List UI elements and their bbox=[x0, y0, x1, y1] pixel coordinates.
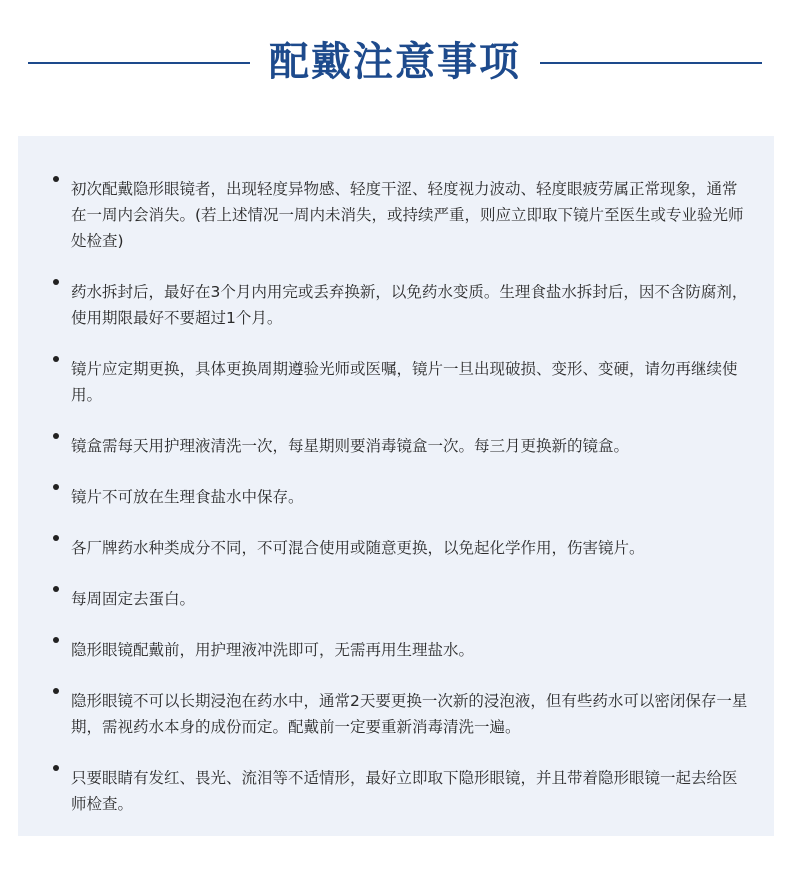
note-text: 隐形眼镜配戴前，用护理液冲洗即可，无需再用生理盐水。 bbox=[71, 641, 475, 659]
bullet-icon bbox=[53, 688, 59, 694]
note-item bbox=[18, 586, 774, 612]
bullet-icon bbox=[53, 433, 59, 439]
title-divider-left bbox=[28, 62, 250, 64]
note-text: 各厂牌药水种类成分不同，不可混合使用或随意更换，以免起化学作用，伤害镜片。 bbox=[71, 539, 645, 557]
notes-panel bbox=[18, 136, 774, 836]
note-text: 只要眼睛有发红、畏光、流泪等不适情形，最好立即取下隐形眼镜，并且带着隐形眼镜一起去给医师检查。 bbox=[71, 769, 738, 813]
bullet-icon bbox=[53, 586, 59, 592]
note-text: 镜片应定期更换，具体更换周期遵验光师或医嘱，镜片一旦出现破损、变形、变硬，请勿再继续使用。 bbox=[71, 360, 738, 404]
note-item bbox=[18, 765, 774, 817]
bullet-icon bbox=[53, 356, 59, 362]
bullet-icon bbox=[53, 176, 59, 182]
note-item bbox=[18, 535, 774, 561]
note-text: 药水拆封后，最好在3个月内用完或丢弃换新，以免药水变质。生理食盐水拆封后，因不含防腐剂，使用期限最好不要超过1个月。 bbox=[71, 283, 748, 327]
bullet-icon bbox=[53, 535, 59, 541]
title-divider-right bbox=[540, 62, 762, 64]
note-item bbox=[18, 279, 774, 331]
note-item bbox=[18, 637, 774, 663]
note-text: 每周固定去蛋白。 bbox=[71, 590, 196, 608]
bullet-icon bbox=[53, 765, 59, 771]
note-text: 隐形眼镜不可以长期浸泡在药水中，通常2天要更换一次新的浸泡液，但有些药水可以密闭保存一星期，需视药水本身的成份而定。配戴前一定要重新消毒清洗一遍。 bbox=[71, 692, 748, 736]
note-item bbox=[18, 176, 774, 254]
bullet-icon bbox=[53, 484, 59, 490]
note-item bbox=[18, 688, 774, 740]
bullet-icon bbox=[53, 637, 59, 643]
notes-list bbox=[18, 176, 774, 842]
note-text: 镜盒需每天用护理液清洗一次，每星期则要消毒镜盒一次。每三月更换新的镜盒。 bbox=[71, 437, 630, 455]
note-item bbox=[18, 484, 774, 510]
bullet-icon bbox=[53, 279, 59, 285]
page-title: 配戴注意事项 bbox=[269, 39, 521, 85]
header bbox=[0, 0, 790, 120]
note-item bbox=[18, 433, 774, 459]
note-text: 镜片不可放在生理食盐水中保存。 bbox=[71, 488, 304, 506]
note-text: 初次配戴隐形眼镜者，出现轻度异物感、轻度干涩、轻度视力波动、轻度眼疲劳属正常现象，通常在一周内会消失。(若上述情况一周内未消失，或持续严重，则应立即取下镜片至医生或专业验光师处检查) bbox=[71, 180, 744, 250]
note-item bbox=[18, 356, 774, 408]
